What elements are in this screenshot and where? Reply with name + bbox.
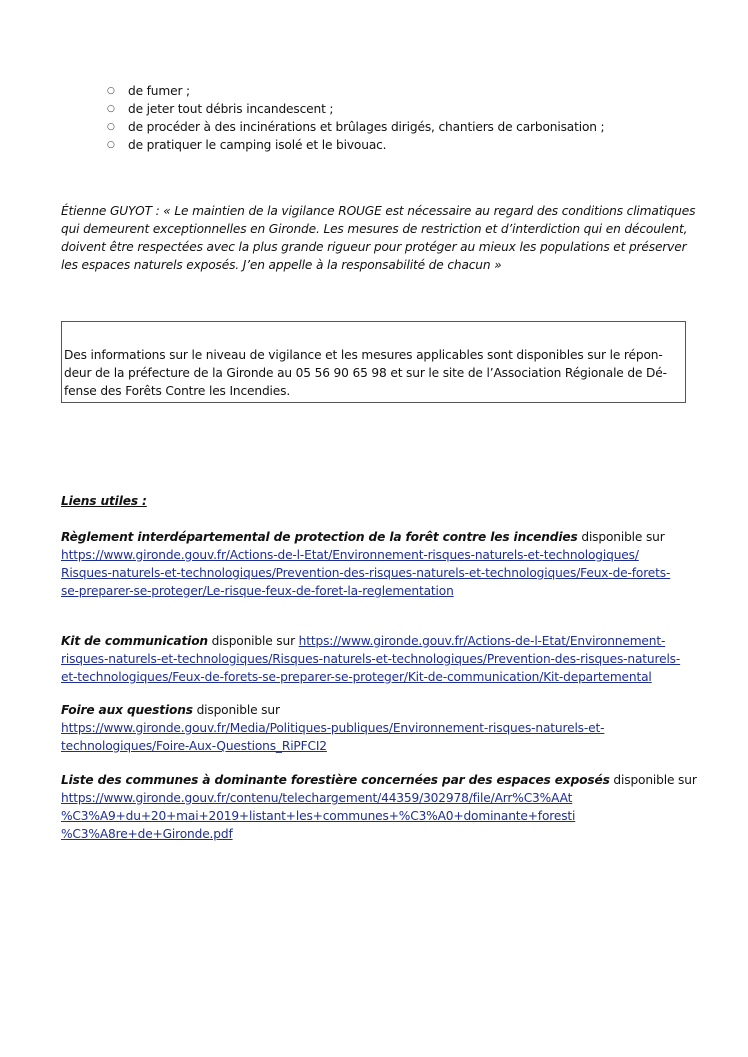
kit-title: Kit de communication xyxy=(61,634,208,648)
link-kit xyxy=(61,632,701,686)
reglement-url[interactable]: https://www.gironde.gouv.fr/Actions-de-l-Etat/Environnement-risques-naturels-et-technologiques/ xyxy=(61,548,639,562)
faq-url[interactable]: https://www.gironde.gouv.fr/Media/Politiques-publiques/Environnement-risques-naturels-et- xyxy=(61,721,605,735)
faq-url[interactable]: technologiques/Foire-Aux-Questions_RiPFCI2 xyxy=(61,739,327,753)
list-item: ○ de jeter tout débris incandescent ; xyxy=(107,102,334,116)
info-line: Des informations sur le niveau de vigilance et les mesures applicables sont disponibles sur le répon- xyxy=(64,348,663,362)
info-box-text xyxy=(64,346,682,400)
info-line: fense des Forêts Contre les Incendies. xyxy=(64,384,291,398)
bullet-circle-icon: ○ xyxy=(107,122,115,132)
reglement-url[interactable]: se-preparer-se-proteger/Le-risque-feux-de-foret-la-reglementation xyxy=(61,584,454,598)
bullet-circle-icon: ○ xyxy=(107,140,115,150)
restriction-list xyxy=(107,82,605,154)
info-box xyxy=(61,321,686,403)
reglement-title: Règlement interdépartemental de protection de la forêt contre les incendies xyxy=(61,530,578,544)
kit-middle: disponible sur xyxy=(207,634,299,648)
list-item: ○ de fumer ; xyxy=(107,84,190,98)
quote-line: qui demeurent exceptionnelles en Gironde. Les mesures de restriction et d’interdiction qui en découlent, xyxy=(61,222,688,236)
reglement-suffix: disponible sur xyxy=(577,530,665,544)
reglement-url[interactable]: Risques-naturels-et-technologiques/Prevention-des-risques-naturels-et-technologiques/Feux-de-forets- xyxy=(61,566,671,580)
kit-url[interactable]: https://www.gironde.gouv.fr/Actions-de-l-Etat/Environnement- xyxy=(298,634,666,648)
faq-title: Foire aux questions xyxy=(61,703,193,717)
communes-suffix: disponible sur xyxy=(609,773,697,787)
prefect-quote xyxy=(61,202,696,274)
list-item: ○ de procéder à des incinérations et brûlages dirigés, chantiers de carbonisation ; xyxy=(107,120,605,134)
communes-url[interactable]: %C3%A8re+de+Gironde.pdf xyxy=(61,827,233,841)
quote-line: Étienne GUYOT : « Le maintien de la vigilance ROUGE est nécessaire au regard des conditions climatiques xyxy=(61,204,696,218)
bullet-circle-icon: ○ xyxy=(107,86,115,96)
list-item: ○ de pratiquer le camping isolé et le bivouac. xyxy=(107,138,387,152)
communes-url[interactable]: %C3%A9+du+20+mai+2019+listant+les+communes+%C3%A0+dominante+foresti xyxy=(61,809,576,823)
faq-suffix: disponible sur xyxy=(192,703,280,717)
link-reglement xyxy=(61,528,701,600)
kit-url[interactable]: risques-naturels-et-technologiques/Risques-naturels-et-technologiques/Prevention-des-risques-naturels- xyxy=(61,652,681,666)
links-heading-block xyxy=(61,492,701,510)
quote-line: doivent être respectées avec la plus grande rigueur pour protéger au mieux les populations et préserver xyxy=(61,240,687,254)
links-heading: Liens utiles : xyxy=(61,494,147,508)
link-communes xyxy=(61,771,701,843)
bullet-circle-icon: ○ xyxy=(107,104,115,114)
kit-url[interactable]: et-technologiques/Feux-de-forets-se-preparer-se-proteger/Kit-de-communication/Kit-departemental xyxy=(61,670,652,684)
communes-title: Liste des communes à dominante forestière concernées par des espaces exposés xyxy=(61,773,610,787)
quote-line: les espaces naturels exposés. J’en appelle à la responsabilité de chacun » xyxy=(61,258,502,272)
communes-url[interactable]: https://www.gironde.gouv.fr/contenu/telechargement/44359/302978/file/Arr%C3%AAt xyxy=(61,791,573,805)
link-faq xyxy=(61,701,701,755)
info-line: deur de la préfecture de la Gironde au 05 56 90 65 98 et sur le site de l’Association Régionale de Dé- xyxy=(64,366,667,380)
